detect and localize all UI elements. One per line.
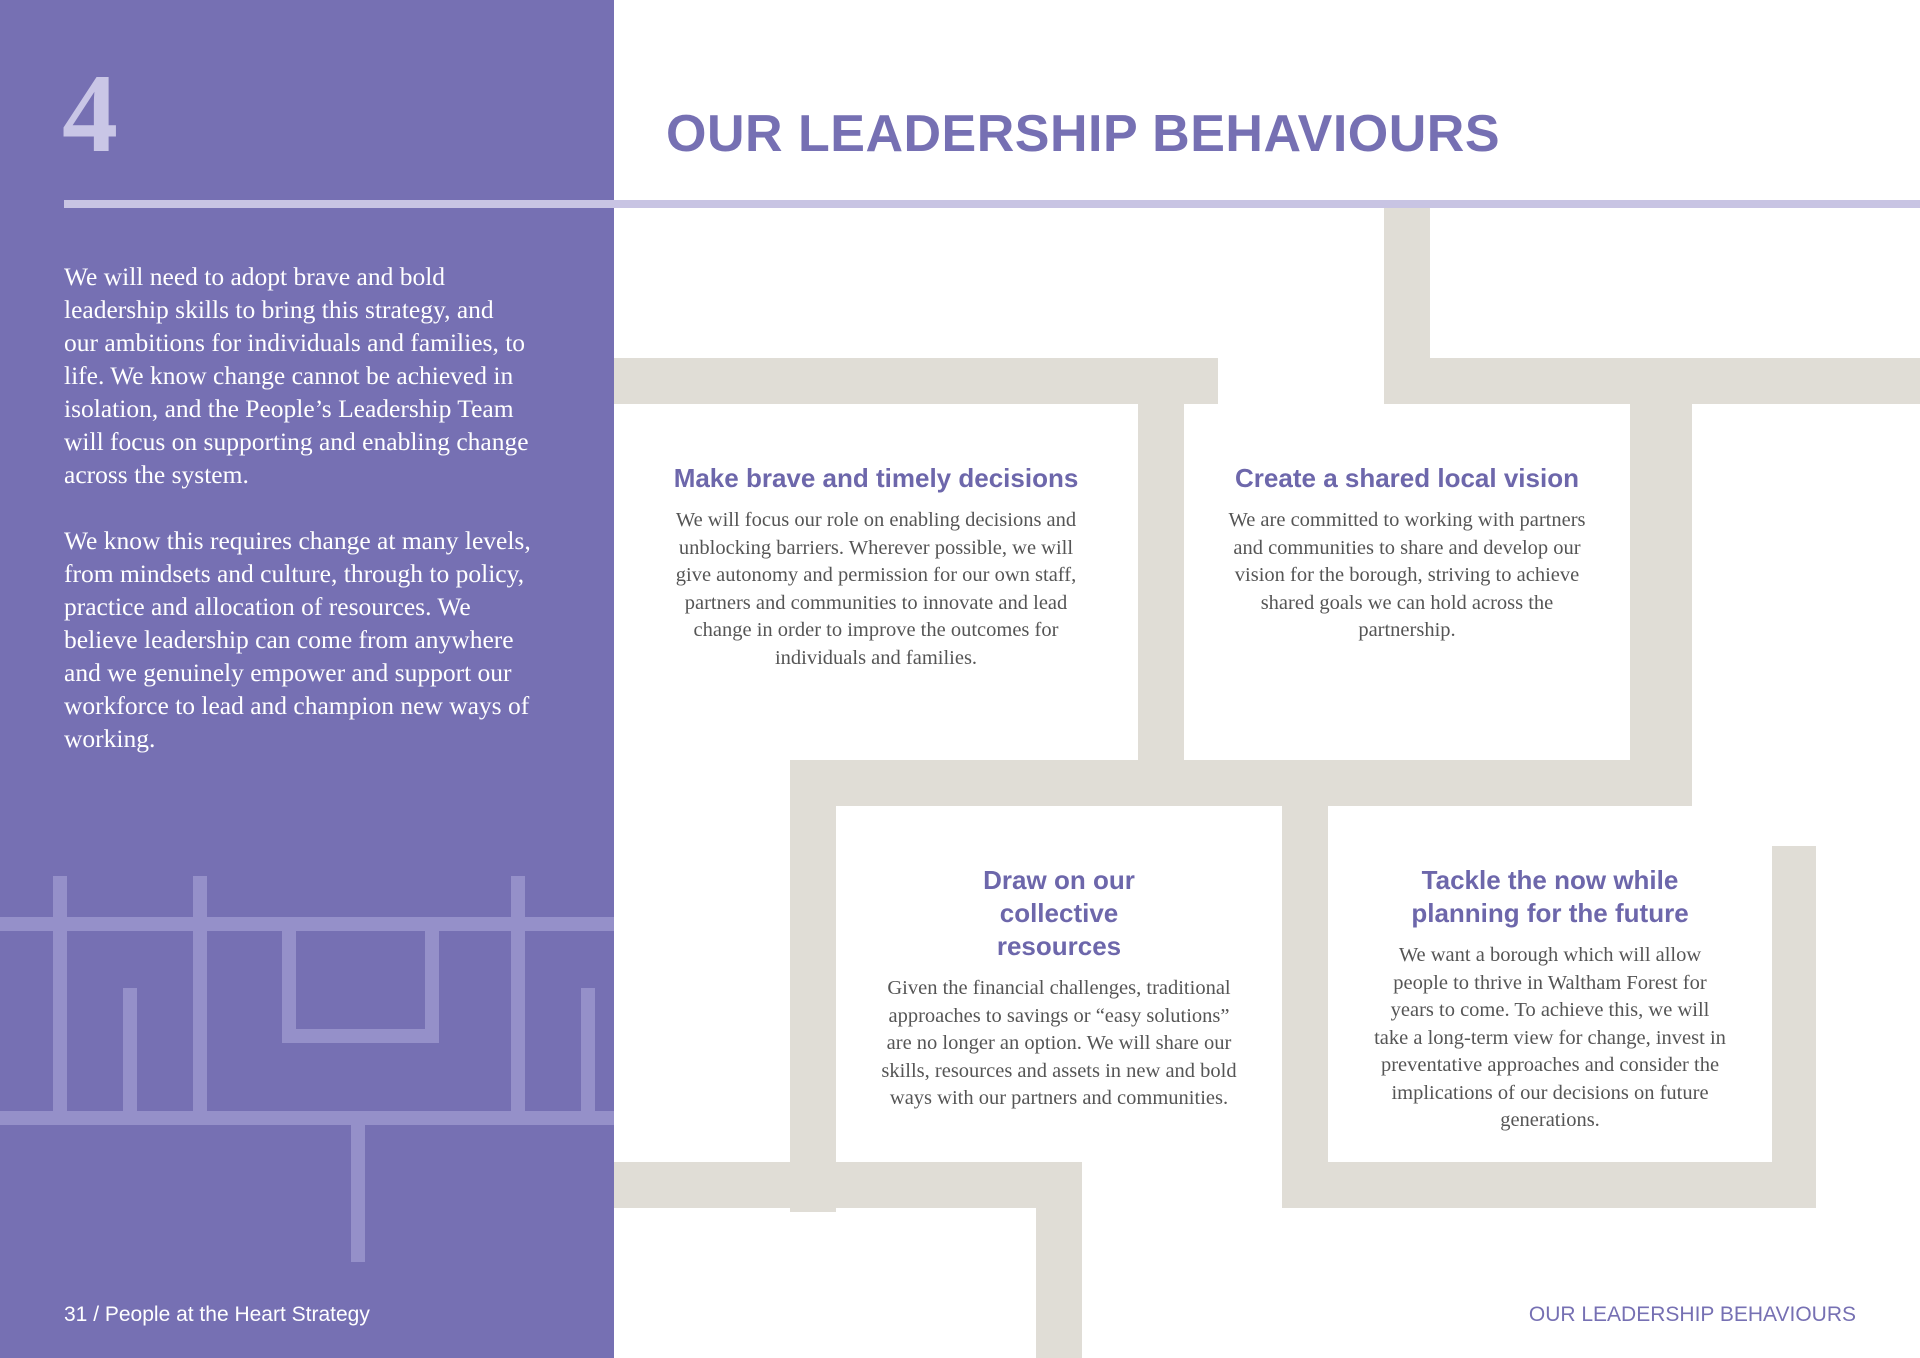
behaviour-card-decisions [614, 404, 1138, 760]
behaviour-card-resources [836, 806, 1282, 1162]
card-body: We want a borough which will allow people to thrive in Waltham Forest for years to come. To achieve this, we will take a long-term view for change, invest in preventative approaches and consider the implications of our decisions on future generations. [1374, 944, 1726, 1131]
left-divider [64, 200, 614, 208]
card-title: Make brave and timely decisions [673, 463, 1079, 493]
card-body: Given the financial challenges, traditional approaches to savings or “easy solutions” are no longer an option. We will share our skills, resources and assets in new and bold ways with our partners and communities. [881, 977, 1237, 1109]
card-title: Create a shared local vision [1235, 463, 1579, 493]
behaviour-card-vision [1184, 404, 1630, 760]
footer-page-label: 31 / People at the Heart Strategy [64, 1303, 370, 1326]
intro-text [64, 260, 534, 788]
left-panel [0, 0, 614, 1358]
card-title: Draw on our collective resources [983, 865, 1135, 961]
behaviour-card-future [1328, 806, 1772, 1162]
card-body: We will focus our role on enabling decisions and unblocking barriers. Wherever possible, we will give autonomy and permission for our own staff, partners and communities to innovate and lead change in order to improve the outcomes for individuals and families. [675, 509, 1077, 669]
section-number: 4 [62, 52, 118, 176]
footer-section-label: OUR LEADERSHIP BEHAVIOURS [1528, 1303, 1856, 1326]
card-title: Tackle the now while planning for the future [1411, 865, 1689, 928]
intro-paragraph: We know this requires change at many levels, from mindsets and culture, through to policy, practice and allocation of resources. We believe leadership can come from anywhere and we genuinely empower and support our workforce to lead and champion new ways of working. [64, 526, 531, 753]
page-title: OUR LEADERSHIP BEHAVIOURS [666, 105, 1501, 163]
card-body: We are committed to working with partners and communities to share and develop our vision for the borough, striving to achieve shared goals we can hold across the partnership. [1228, 509, 1586, 641]
intro-paragraph: We will need to adopt brave and bold leadership skills to bring this strategy, and our ambitions for individuals and families, to life. We know change cannot be achieved in isolation, and the People’s Leadership Team will focus on supporting and enabling change across the system. [64, 262, 529, 489]
